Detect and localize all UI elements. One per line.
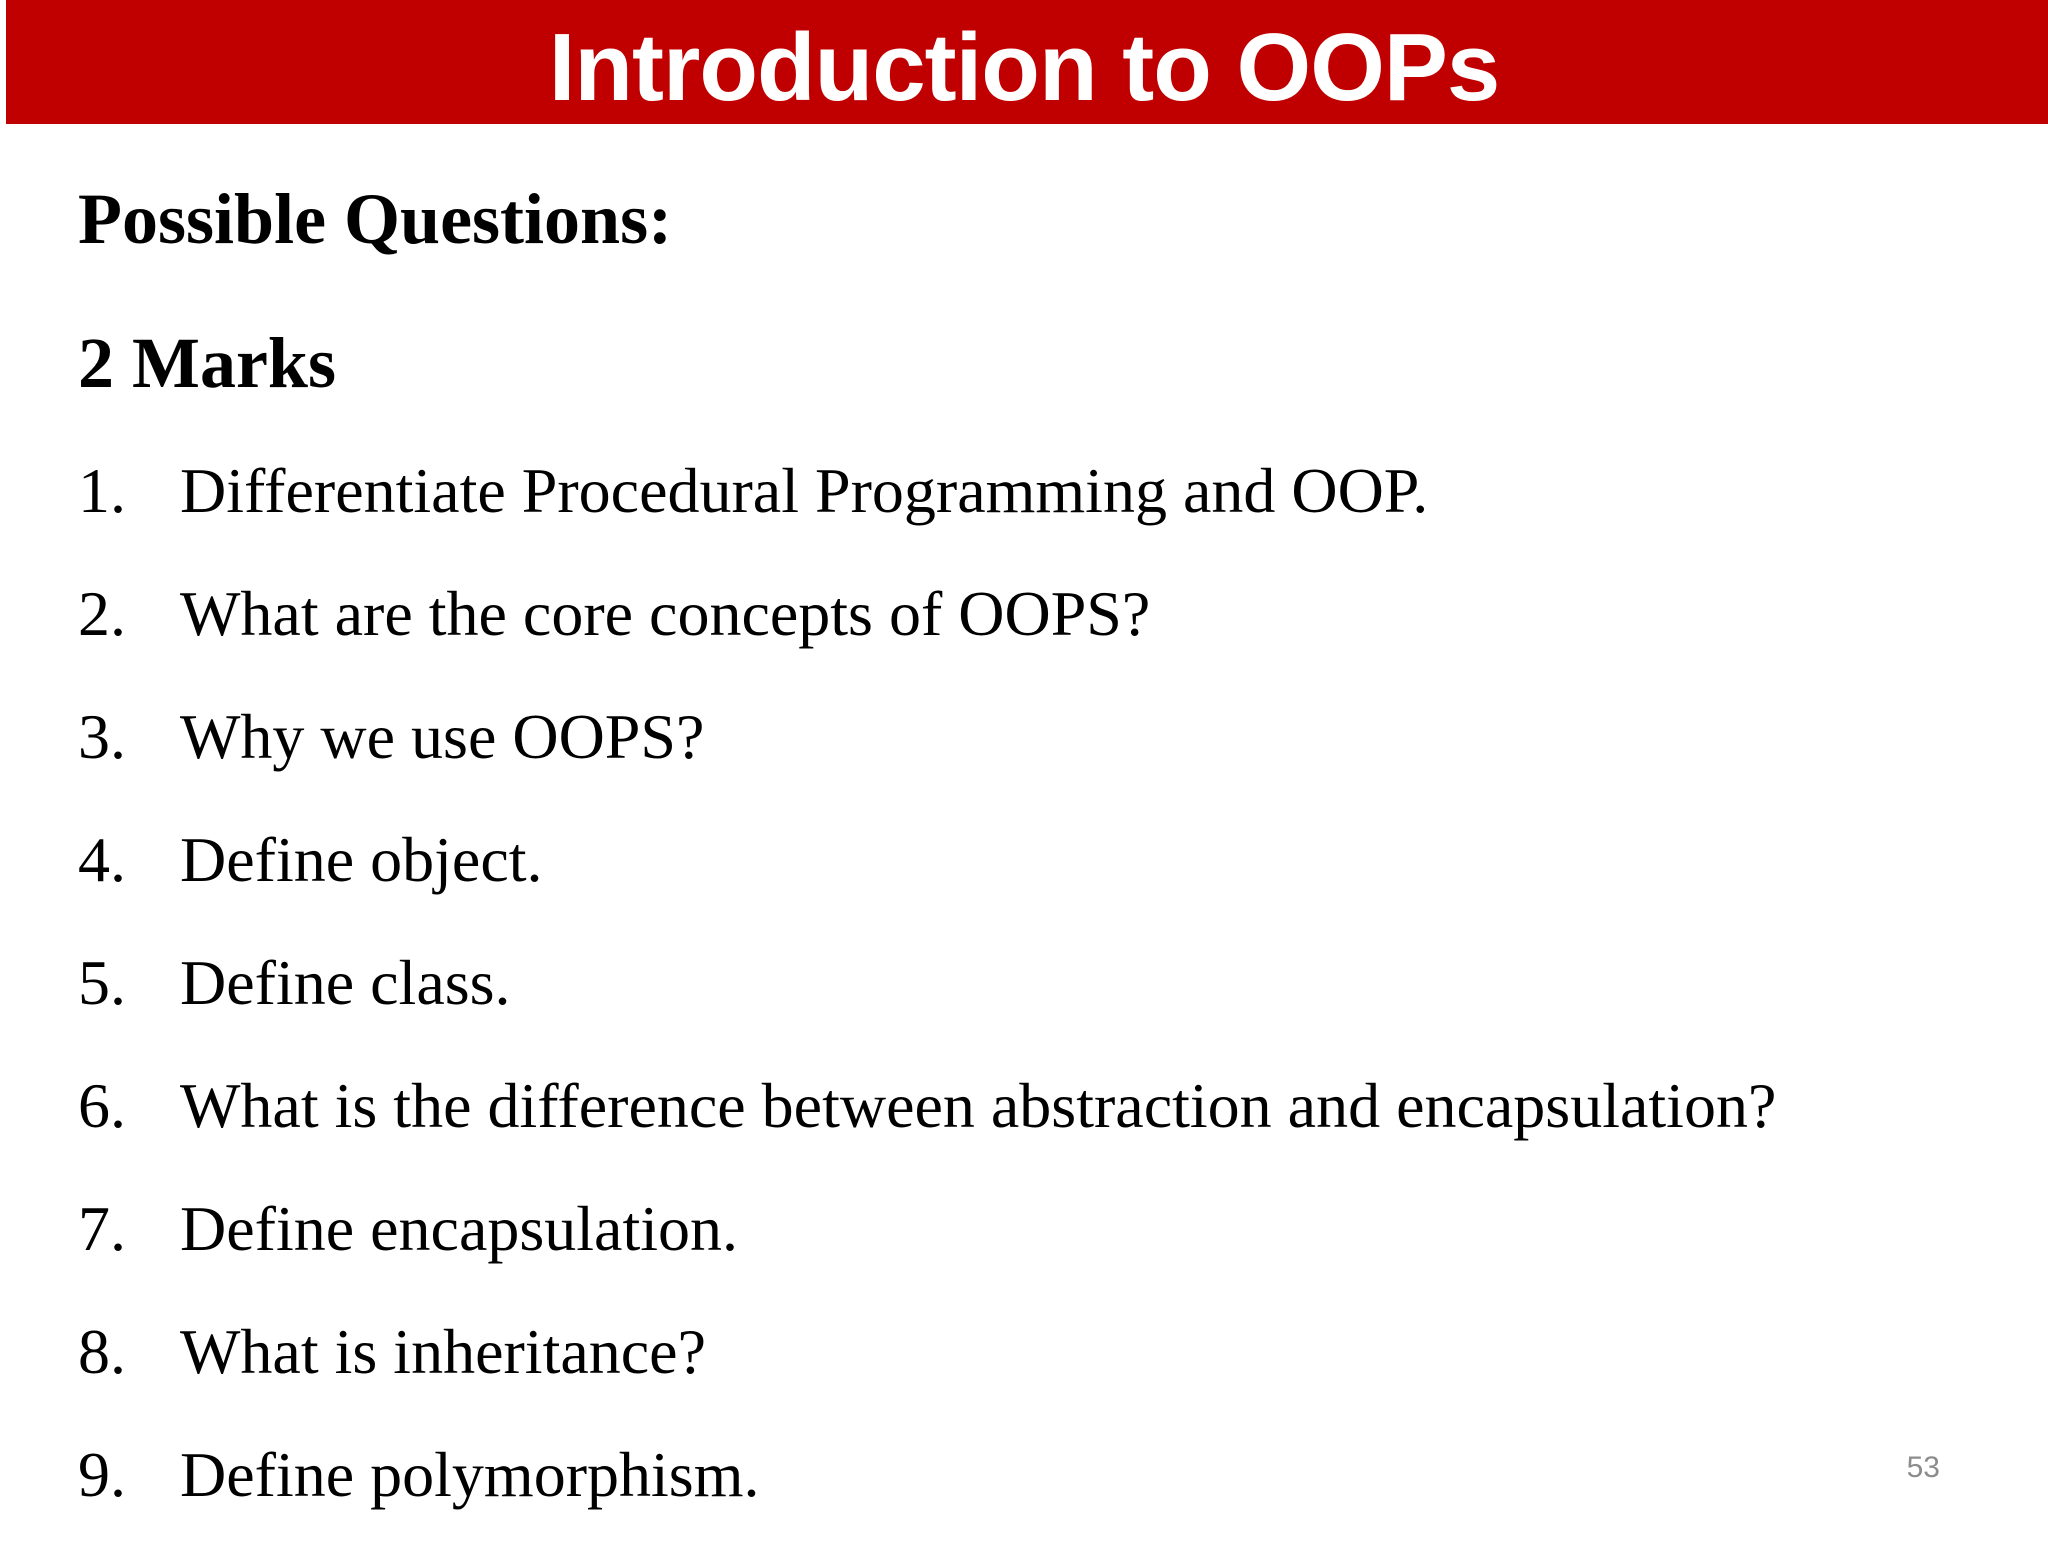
question-number: 4. bbox=[78, 824, 126, 895]
slide-title: Introduction to OOPs bbox=[548, 14, 1500, 121]
question-text: Why we use OOPS? bbox=[180, 701, 705, 772]
question-text: What is the difference between abstraction and encapsulation? bbox=[180, 1070, 1777, 1141]
question-item bbox=[78, 1186, 1776, 1309]
question-list bbox=[78, 448, 1776, 1555]
question-item bbox=[78, 1432, 1776, 1555]
question-number: 3. bbox=[78, 701, 126, 772]
question-text: Define polymorphism. bbox=[180, 1439, 760, 1510]
question-item bbox=[78, 1063, 1776, 1186]
question-text: What is inheritance? bbox=[180, 1316, 706, 1387]
question-text: What are the core concepts of OOPS? bbox=[180, 578, 1151, 649]
question-item bbox=[78, 940, 1776, 1063]
question-text: Define encapsulation. bbox=[180, 1193, 738, 1264]
question-text: Define class. bbox=[180, 947, 511, 1018]
question-item bbox=[78, 448, 1776, 571]
question-number: 1. bbox=[78, 455, 126, 526]
question-item bbox=[78, 694, 1776, 817]
question-text: Differentiate Procedural Programming and OOP. bbox=[180, 455, 1429, 526]
question-number: 6. bbox=[78, 1070, 126, 1141]
page-number: 53 bbox=[1906, 1451, 1940, 1484]
question-number: 8. bbox=[78, 1316, 126, 1387]
question-number: 9. bbox=[78, 1439, 126, 1510]
question-number: 5. bbox=[78, 947, 126, 1018]
question-item bbox=[78, 571, 1776, 694]
question-number: 7. bbox=[78, 1193, 126, 1264]
question-item bbox=[78, 817, 1776, 940]
question-number: 2. bbox=[78, 578, 126, 649]
question-text: Define object. bbox=[180, 824, 543, 895]
marks-heading: 2 Marks bbox=[78, 323, 336, 403]
question-item bbox=[78, 1309, 1776, 1432]
section-heading: Possible Questions: bbox=[78, 179, 673, 259]
